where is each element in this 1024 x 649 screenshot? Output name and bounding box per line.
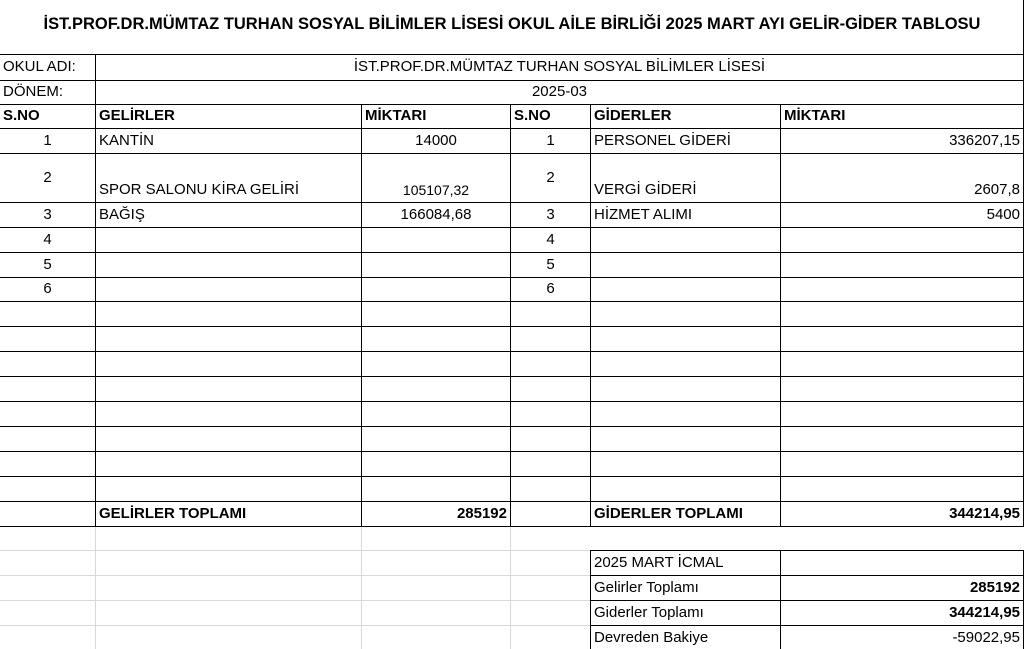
header-sno: S.NO [3,107,40,124]
table-border [0,401,1024,402]
table-cell-gider-miktar: 5400 [986,206,1020,223]
gridline [0,625,590,626]
header-miktari-2: MİKTARI [784,107,846,124]
table-border [0,301,1024,302]
table-cell-sno: 5 [43,256,52,273]
icmal-devreden-value: -59022,95 [952,629,1020,646]
table-cell-sno-2: 3 [546,206,555,223]
table-cell-sno: 2 [43,169,52,186]
table-cell-gelir-miktar: 14000 [415,132,457,149]
header-sno-2: S.NO [514,107,551,124]
table-cell-sno-2: 1 [546,132,555,149]
donem-value: 2025-03 [531,83,588,100]
table-border [0,376,1024,377]
giderler-toplami-value: 344214,95 [949,505,1020,522]
gridline [95,527,96,649]
icmal-giderler-label: Giderler Toplamı [594,604,704,621]
gridline [361,527,362,649]
icmal-devreden-label: Devreden Bakiye [594,629,709,646]
gridline [0,575,590,576]
table-cell-sno-2: 4 [546,231,555,248]
table-border [0,351,1024,352]
table-border [0,426,1024,427]
header-giderler: GİDERLER [594,107,672,124]
table-cell-gider-miktar: 2607,8 [974,181,1020,198]
table-cell-sno: 6 [43,280,52,297]
icmal-giderler-value: 344214,95 [949,604,1020,621]
table-cell-gelir-miktar: 105107,32 [402,182,470,198]
table-cell-gider: HİZMET ALIMI [594,206,693,223]
table-border [0,326,1024,327]
okul-adi-value: İST.PROF.DR.MÜMTAZ TURHAN SOSYAL BİLİMLER LİSESİ [353,58,766,75]
table-cell-sno: 3 [43,206,52,223]
table-border [780,104,781,527]
table-cell-gider: VERGİ GİDERİ [594,181,697,198]
table-cell-gelir: KANTİN [99,132,155,149]
table-cell-gelir: BAĞIŞ [99,206,145,223]
giderler-toplami-label: GİDERLER TOPLAMI [594,505,743,522]
table-cell-gelir-miktar: 166084,68 [400,206,472,223]
table-border [361,104,362,527]
table-cell-gider: PERSONEL GİDERİ [594,132,731,149]
gelirler-toplami-value: 285192 [456,505,507,522]
donem-label: DÖNEM: [3,83,63,100]
gridline [0,550,590,551]
gridline [510,527,511,649]
gelirler-toplami-label: GELİRLER TOPLAMI [99,505,247,522]
sheet-title: İST.PROF.DR.MÜMTAZ TURHAN SOSYAL BİLİMLER LİSESİ OKUL AİLE BİRLİĞİ 2025 MART AYI GELİR-GİDER TABLOSU [43,15,981,33]
icmal-title: 2025 MART İCMAL [594,554,724,571]
header-gelirler: GELİRLER [99,107,175,124]
table-cell-sno: 1 [43,132,52,149]
table-cell-gelir: SPOR SALONU KİRA GELİRİ [99,181,300,198]
table-cell-gider-miktar: 336207,15 [949,132,1020,149]
table-cell-sno-2: 5 [546,256,555,273]
icmal-gelirler-label: Gelirler Toplamı [594,579,699,596]
icmal-gelirler-value: 285192 [969,579,1020,596]
table-cell-sno-2: 6 [546,280,555,297]
table-border [0,153,1024,154]
header-miktari: MİKTARI [365,107,427,124]
okul-adi-label: OKUL ADI: [3,58,76,75]
table-border [590,104,591,527]
gridline [0,600,590,601]
table-cell-sno-2: 2 [546,169,555,186]
table-cell-sno: 4 [43,231,52,248]
table-border [0,476,1024,477]
table-border [0,451,1024,452]
table-border [0,526,1024,527]
